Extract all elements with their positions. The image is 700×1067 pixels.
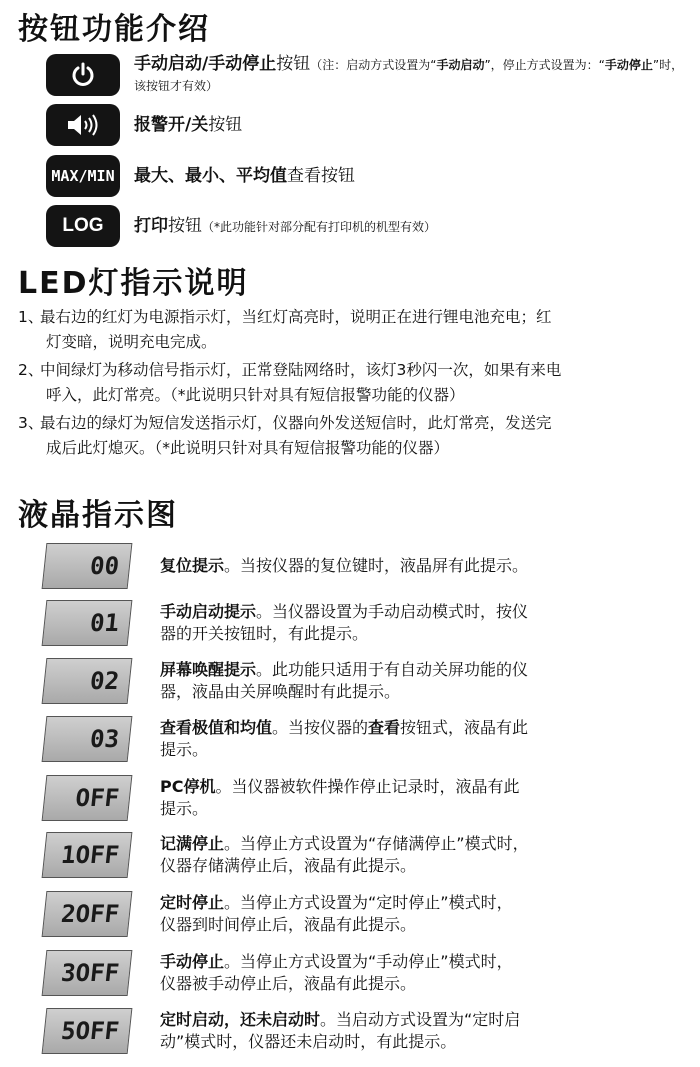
lcd-row-3off: [44, 950, 684, 996]
maxmin-key: MAX/MIN: [46, 155, 120, 197]
lcd-row-03: [44, 716, 684, 762]
lcd-row-1off: [44, 832, 684, 878]
lcd-display: 02: [42, 658, 133, 704]
lcd-description: 屏幕唤醒提示。此功能只适用于有自动关屏功能的仪 器，液晶由关屏唤醒时有此提示。: [160, 660, 529, 701]
log-key: LOG: [46, 205, 120, 247]
lcd-row-2off: [44, 891, 684, 937]
lcd-row-02: [44, 658, 684, 704]
speaker-icon: [66, 113, 100, 137]
maxmin-key-description: 最大、最小、平均值查看按钮: [134, 166, 355, 186]
lcd-display: 03: [42, 716, 133, 762]
power-icon: [70, 62, 96, 88]
lcd-description: 查看极值和均值。当按仪器的查看按钮式，液晶有此 提示。: [160, 718, 529, 759]
lcd-row-off: [44, 775, 684, 821]
log-key-description: 打印按钮（*此功能针对部分配有打印机的机型有效）: [134, 215, 437, 236]
lcd-description: 手动启动提示。当仪器设置为手动启动模式时，按仪 器的开关按钮时，有此提示。: [160, 602, 529, 643]
led-item-1: 1、最右边的红灯为电源指示灯，当红灯高亮时，说明正在进行锂电池充电；红 灯变暗，说明充电完成。: [18, 308, 552, 351]
buttons-section-title: 按钮功能介绍: [18, 12, 210, 47]
lcd-description: 定时启动，还未启动时。当启动方式设置为“定时启 动”模式时，仪器还未启动时，有此提示。: [160, 1010, 521, 1051]
lcd-description: 手动停止。当停止方式设置为“手动停止”模式时， 仪器被手动停止后，液晶有此提示。: [160, 952, 513, 993]
button-row-log: [46, 205, 686, 247]
lcd-display: 5OFF: [42, 1008, 133, 1054]
power-key-description: 手动启动/手动停止按钮（注：启动方式设置为“手动启动”，停止方式设置为：“手动停止”时，该按钮才有效）: [134, 54, 684, 93]
alarm-key-description: 报警开/关按钮: [134, 115, 243, 135]
led-item-2: 2、中间绿灯为移动信号指示灯，正常登陆网络时，该灯3秒闪一次，如果有来电 呼入，此灯常亮。（*此说明只针对具有短信报警功能的仪器）: [18, 361, 562, 404]
lcd-display: 3OFF: [42, 950, 133, 996]
alarm-key: [46, 104, 120, 146]
led-item-3: 3、最右边的绿灯为短信发送指示灯，仪器向外发送短信时，此灯常亮，发送完 成后此灯熄灭。（*此说明只针对具有短信报警功能的仪器）: [18, 414, 552, 457]
lcd-section-title: 液晶指示图: [18, 498, 178, 533]
power-key: [46, 54, 120, 96]
lcd-display: 00: [42, 543, 133, 589]
lcd-description: PC停机。当仪器被软件操作停止记录时，液晶有此 提示。: [160, 777, 520, 818]
lcd-description: 定时停止。当停止方式设置为“定时停止”模式时， 仪器到时间停止后，液晶有此提示。: [160, 893, 513, 934]
lcd-row-5off: [44, 1008, 684, 1054]
lcd-display: OFF: [42, 775, 133, 821]
lcd-row-01: [44, 600, 684, 646]
button-row-maxmin: [46, 155, 686, 197]
button-row-power: [46, 54, 686, 96]
lcd-description: 复位提示。当按仪器的复位键时，液晶屏有此提示。: [160, 556, 529, 575]
lcd-display: 2OFF: [42, 891, 133, 937]
lcd-display: 01: [42, 600, 133, 646]
lcd-row-00: [44, 543, 684, 589]
lcd-display: 1OFF: [42, 832, 133, 878]
led-section-title: LED灯指示说明: [18, 266, 249, 301]
lcd-description: 记满停止。当停止方式设置为“存储满停止”模式时， 仪器存储满停止后，液晶有此提示。: [160, 834, 529, 875]
button-row-alarm: [46, 104, 686, 146]
